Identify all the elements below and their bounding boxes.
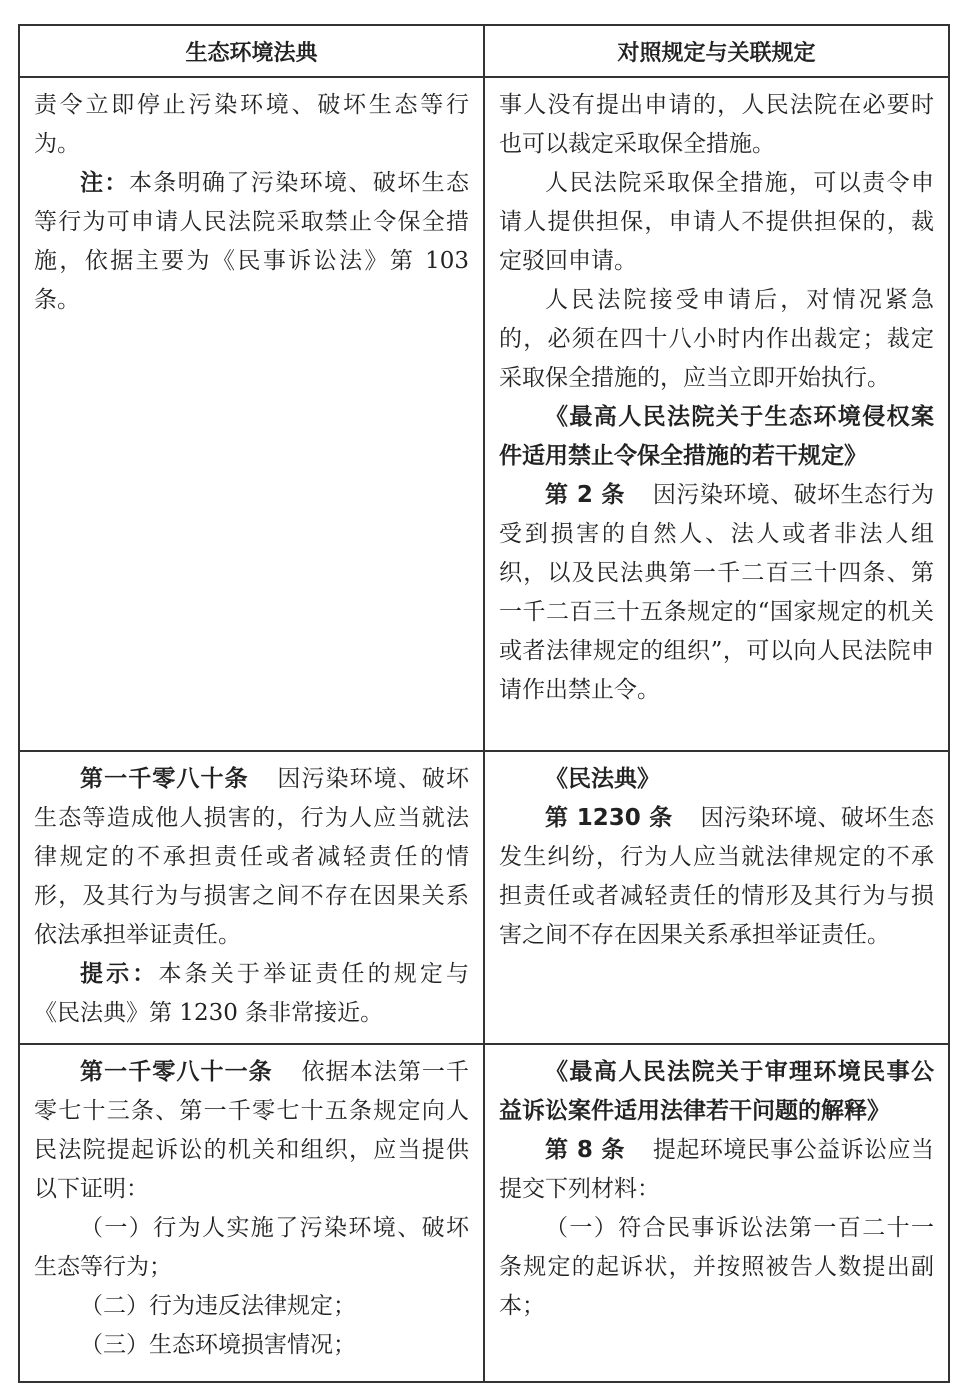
article-label: 第一千零八十条 (80, 766, 249, 792)
cell-left (19, 1044, 484, 1382)
header-right: 对照规定与关联规定 (484, 25, 949, 77)
article-label: 第 1230 条 (545, 805, 673, 831)
header-left: 生态环境法典 (19, 25, 484, 77)
paragraph: 人民法院接受申请后，对情况紧急的，必须在四十八小时内作出裁定；裁定采取保全措施的，应当立即开始执行。 (499, 287, 934, 391)
law-title: 《最高人民法院关于审理环境民事公益诉讼案件适用法律若干问题的解释》 (499, 1059, 934, 1124)
note-paragraph (34, 164, 469, 320)
cell-right (484, 1044, 949, 1382)
cell-right (484, 77, 949, 751)
article-text: 提起环境民事公益诉讼应当提交下列材料： (499, 1137, 934, 1202)
comparison-table (18, 24, 950, 1383)
article-paragraph (499, 476, 934, 710)
article-label: 第 8 条 (545, 1137, 625, 1163)
law-title: 《最高人民法院关于生态环境侵权案件适用禁止令保全措施的若干规定》 (499, 404, 934, 469)
list-item: （一）行为人实施了污染环境、破坏生态等行为； (34, 1215, 469, 1280)
hint-text: 本条关于举证责任的规定与《民法典》第 1230 条非常接近。 (34, 961, 470, 1026)
article-label: 第 2 条 (545, 482, 625, 508)
article-paragraph (499, 799, 934, 955)
cell-left (19, 77, 484, 751)
paragraph: 事人没有提出申请的，人民法院在必要时也可以裁定采取保全措施。 (499, 92, 934, 157)
table-row (19, 751, 949, 1044)
list-item: （三）生态环境损害情况； (80, 1332, 356, 1358)
hint-paragraph (34, 955, 469, 1033)
article-paragraph (34, 1053, 469, 1209)
table-row (19, 1044, 949, 1382)
hint-label: 提示： (80, 961, 159, 987)
article-paragraph (499, 1131, 934, 1209)
table-header-row (19, 25, 949, 77)
note-label: 注： (80, 170, 129, 196)
article-text: 因污染环境、破坏生态发生纠纷，行为人应当就法律规定的不承担责任或者减轻责任的情形及其行为与损害之间不存在因果关系承担举证责任。 (499, 805, 935, 948)
cell-left (19, 751, 484, 1044)
article-paragraph (34, 760, 469, 955)
table-row (19, 77, 949, 751)
article-text: 因污染环境、破坏生态行为受到损害的自然人、法人或者非法人组织，以及民法典第一千二百三十四条、第一千二百三十五条规定的“国家规定的机关或者法律规定的组织”，可以向人民法院申请作出禁止令。 (499, 482, 934, 703)
article-text: 依据本法第一千零七十三条、第一千零七十五条规定向人民法院提起诉讼的机关和组织，应当提供以下证明： (34, 1059, 469, 1202)
paragraph: 人民法院采取保全措施，可以责令申请人提供担保，申请人不提供担保的，裁定驳回申请。 (499, 170, 934, 274)
paragraph: 责令立即停止污染环境、破坏生态等行为。 (34, 92, 469, 157)
note-text: 本条明确了污染环境、破坏生态等行为可申请人民法院采取禁止令保全措施，依据主要为《民事诉讼法》第 103 条。 (34, 170, 470, 313)
cell-right (484, 751, 949, 1044)
article-label: 第一千零八十一条 (80, 1059, 273, 1085)
list-item: （一）符合民事诉讼法第一百二十一条规定的起诉状，并按照被告人数提出副本； (499, 1215, 934, 1319)
article-text: 因污染环境、破坏生态等造成他人损害的，行为人应当就法律规定的不承担责任或者减轻责任的情形，及其行为与损害之间不存在因果关系依法承担举证责任。 (34, 766, 469, 948)
list-item: （二）行为违反法律规定； (80, 1293, 356, 1319)
law-title: 《民法典》 (545, 766, 660, 792)
